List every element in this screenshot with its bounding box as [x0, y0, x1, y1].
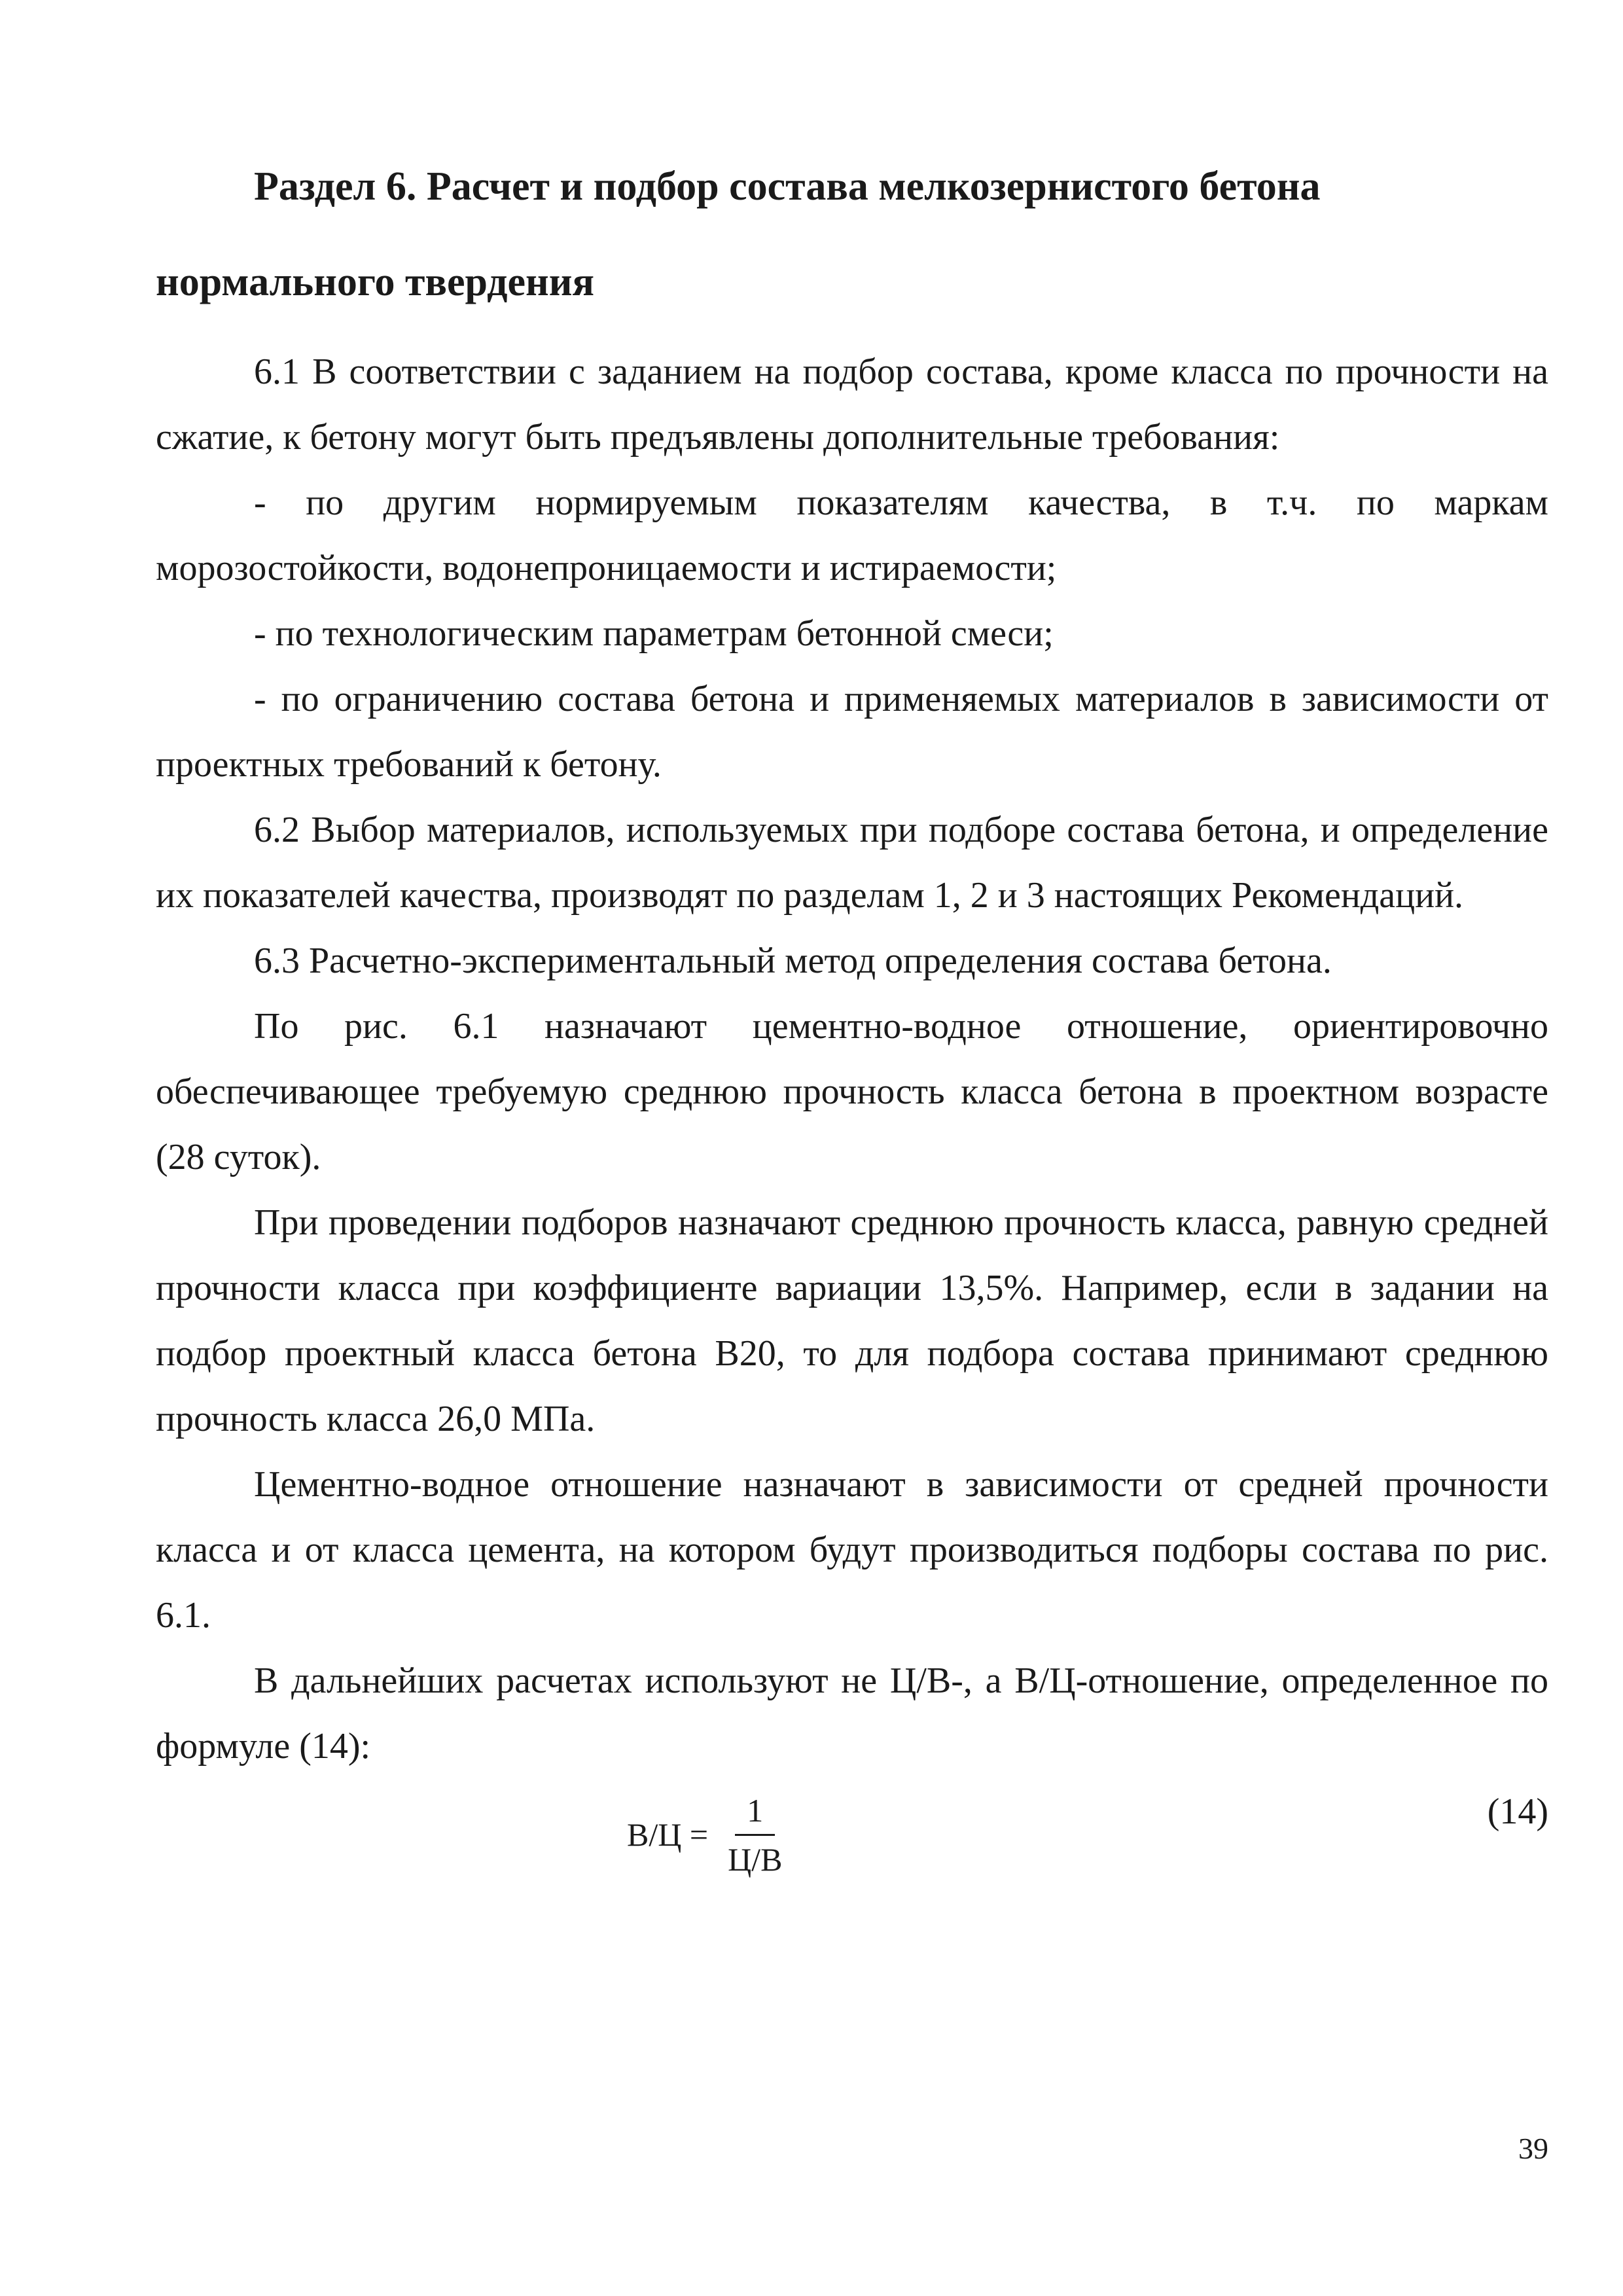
formula-fraction	[720, 1791, 790, 1879]
paragraph-formula-intro: В дальнейших расчетах используют не Ц/В-, а В/Ц-отношение, определенное по формуле (14):	[156, 1660, 1548, 1767]
paragraph-6-3: 6.3 Расчетно-экспериментальный метод определения состава бетона.	[254, 941, 1332, 981]
section-heading	[156, 139, 1548, 330]
formula-numerator: 1	[735, 1791, 775, 1836]
requirement-item-technology: - по технологическим параметрам бетонной смеси;	[254, 613, 1054, 654]
formula-number: (14)	[1487, 1791, 1548, 1832]
requirement-item-quality: - по другим нормируемым показателям качества, в т.ч. по маркам морозостойкости, водонепроницаемости и истираемости;	[156, 482, 1548, 588]
paragraph-6-2: 6.2 Выбор материалов, используемых при подборе состава бетона, и определение их показателей качества, производят по разделам 1, 2 и 3 настоящих Рекомендаций.	[156, 810, 1548, 916]
requirement-item-composition: - по ограничению состава бетона и применяемых материалов в зависимости от проектных требований к бетону.	[156, 679, 1548, 785]
paragraph-6-1: 6.1 В соответствии с заданием на подбор состава, кроме класса по прочности на сжатие, к бетону могут быть предъявлены дополнительные требования:	[156, 351, 1548, 457]
formula-14	[156, 1779, 1548, 1910]
paragraph-cement-water-ratio: По рис. 6.1 назначают цементно-водное отношение, ориентировочно обеспечивающее требуемую среднюю прочность класса бетона в проектном возрасте (28 суток).	[156, 1006, 1548, 1177]
body-text	[156, 339, 1548, 1910]
paragraph-mean-strength: При проведении подборов назначают среднюю прочность класса, равную средней прочности класса при коэффициенте вариации 13,5%. Например, если в задании на подбор проектный класса бетона В20, то для подбора состава принимают среднюю прочность класса 26,0 МПа.	[156, 1202, 1548, 1439]
paragraph-ratio-assignment: Цементно-водное отношение назначают в зависимости от средней прочности класса и от класса цемента, на котором будут производиться подборы состава по рис. 6.1.	[156, 1464, 1548, 1636]
formula-denominator: Ц/В	[728, 1840, 783, 1878]
section-heading-line-2: нормального твердения	[156, 260, 595, 304]
section-heading-line-1: Раздел 6. Расчет и подбор состава мелкозернистого бетона	[254, 164, 1321, 209]
formula-expression	[627, 1785, 790, 1884]
page-number: 39	[1518, 2132, 1548, 2165]
formula-lhs: В/Ц =	[627, 1816, 709, 1853]
